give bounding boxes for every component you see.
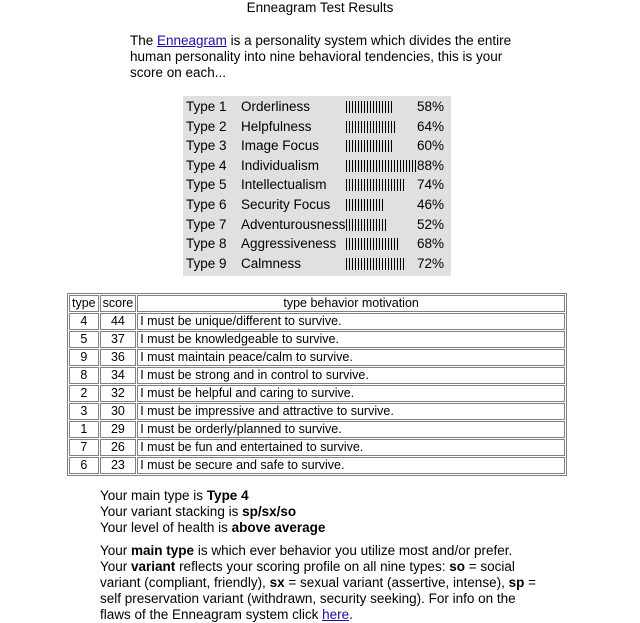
row-score: 37: [100, 331, 137, 348]
variant-stacking-line: [100, 504, 540, 520]
health-line: [100, 520, 540, 536]
row-type: 4: [69, 313, 99, 330]
desc-bold-so: so: [449, 559, 465, 574]
flaws-here-link[interactable]: here: [322, 607, 350, 622]
main-type-value: Type 4: [206, 488, 249, 503]
row-type: 8: [69, 367, 99, 384]
header-type: type: [69, 295, 99, 312]
result-summary: [100, 488, 540, 536]
score-row: [183, 195, 451, 215]
row-motivation: I must be orderly/planned to survive.: [137, 421, 565, 438]
score-row: [183, 97, 451, 117]
score-summary-box: [183, 96, 451, 276]
score-row: [183, 254, 451, 274]
score-row: [183, 215, 451, 235]
desc-bold-variant: variant: [131, 559, 176, 574]
score-percent: 60%: [417, 138, 445, 154]
score-type: Type 4: [186, 157, 227, 173]
score-percent: 88%: [417, 157, 445, 173]
row-score: 32: [100, 385, 137, 402]
row-score: 36: [100, 349, 137, 366]
row-motivation: I must be strong and in control to survive.: [137, 367, 565, 384]
score-name: Individualism: [241, 157, 320, 173]
score-row: [183, 117, 451, 137]
motivation-table: [67, 293, 567, 476]
score-bar: [346, 101, 392, 113]
score-type: Type 8: [186, 236, 227, 252]
score-type: Type 2: [186, 118, 227, 134]
main-type-prefix: Your main type is: [100, 488, 207, 503]
score-type: Type 3: [186, 138, 227, 154]
score-name: Adventurousness: [241, 216, 346, 232]
score-row: [183, 234, 451, 254]
stacking-prefix: Your variant stacking is: [100, 504, 243, 519]
score-type: Type 1: [186, 99, 227, 114]
score-name: Image Focus: [241, 138, 320, 154]
page-title: Enneagram Test Results: [246, 0, 394, 15]
score-name: Aggressiveness: [241, 236, 337, 252]
row-score: 29: [100, 421, 137, 438]
score-percent: 72%: [417, 255, 445, 271]
row-type: 2: [69, 385, 99, 402]
score-name: Calmness: [241, 255, 302, 271]
table-row: [69, 313, 565, 330]
score-percent: 68%: [417, 236, 445, 252]
table-row: [69, 421, 565, 438]
score-percent: 58%: [417, 99, 445, 114]
description-paragraph: [100, 543, 540, 623]
table-row: [69, 457, 565, 474]
row-type: 1: [69, 421, 99, 438]
desc-text-4: = social variant (compliant, friendly),: [100, 559, 515, 590]
score-type: Type 7: [186, 216, 227, 232]
row-motivation: I must be helpful and caring to survive.: [137, 385, 565, 402]
score-bar: [346, 179, 405, 191]
intro-paragraph: [130, 33, 520, 81]
row-type: 3: [69, 403, 99, 420]
desc-bold-sx: sx: [269, 575, 285, 590]
score-name: Intellectualism: [241, 177, 327, 193]
score-name: Orderliness: [241, 99, 311, 114]
score-type: Type 6: [186, 197, 227, 212]
row-score: 30: [100, 403, 137, 420]
score-percent: 46%: [417, 197, 445, 212]
score-row: [183, 156, 451, 176]
table-row: [69, 439, 565, 456]
health-prefix: Your level of health is: [100, 520, 232, 535]
desc-text-5: = sexual variant (assertive, intense),: [284, 575, 509, 590]
health-value: above average: [231, 520, 326, 535]
header-score: score: [100, 295, 137, 312]
stacking-value: sp/sx/so: [242, 504, 297, 519]
row-score: 44: [100, 313, 137, 330]
score-bar: [346, 121, 397, 133]
score-row: [183, 175, 451, 195]
score-bar: [346, 199, 383, 211]
desc-bold-sp: sp: [508, 575, 525, 590]
score-bar: [346, 140, 394, 152]
score-name: Helpfulness: [241, 118, 312, 134]
desc-text-6: = self preservation variant (withdrawn, security seeking). For info on the flaws of the Enneagram system click: [100, 575, 536, 622]
table-row: [69, 349, 565, 366]
row-motivation: I must be fun and entertained to survive.: [137, 439, 565, 456]
score-bar: [346, 258, 404, 270]
row-motivation: I must be secure and safe to survive.: [137, 457, 565, 474]
row-score: 23: [100, 457, 137, 474]
row-score: 26: [100, 439, 137, 456]
desc-text-2: is which ever behavior you utilize most and/or prefer. Your: [100, 543, 513, 574]
intro-suffix: is a personality system which divides the entire human personality into nine behavioral tendencies, this is your score on each...: [130, 33, 512, 80]
intro-prefix: The: [130, 33, 158, 48]
row-type: 9: [69, 349, 99, 366]
table-row: [69, 367, 565, 384]
row-type: 5: [69, 331, 99, 348]
row-type: 7: [69, 439, 99, 456]
score-type: Type 5: [186, 177, 227, 193]
score-bar: [346, 160, 416, 172]
row-type: 6: [69, 457, 99, 474]
main-type-line: [100, 488, 540, 504]
row-score: 34: [100, 367, 137, 384]
table-row: [69, 331, 565, 348]
desc-text-3: reflects your scoring profile on all nine types:: [175, 559, 450, 574]
score-type: Type 9: [186, 255, 227, 271]
score-bar: [346, 238, 400, 250]
enneagram-link[interactable]: Enneagram: [157, 33, 227, 48]
desc-text-7: .: [349, 607, 353, 622]
score-percent: 52%: [417, 216, 445, 232]
score-percent: 74%: [417, 177, 445, 193]
score-name: Security Focus: [241, 197, 331, 212]
row-motivation: I must maintain peace/calm to survive.: [137, 349, 565, 366]
table-header-row: [69, 295, 565, 312]
header-motivation: type behavior motivation: [137, 295, 565, 312]
desc-text-1: Your: [100, 543, 132, 558]
table-row: [69, 385, 565, 402]
score-percent: 64%: [417, 118, 445, 134]
row-motivation: I must be impressive and attractive to survive.: [137, 403, 565, 420]
desc-bold-main-type: main type: [131, 543, 195, 558]
score-bar: [346, 219, 388, 231]
score-row: [183, 136, 451, 156]
row-motivation: I must be knowledgeable to survive.: [137, 331, 565, 348]
table-row: [69, 403, 565, 420]
row-motivation: I must be unique/different to survive.: [137, 313, 565, 330]
